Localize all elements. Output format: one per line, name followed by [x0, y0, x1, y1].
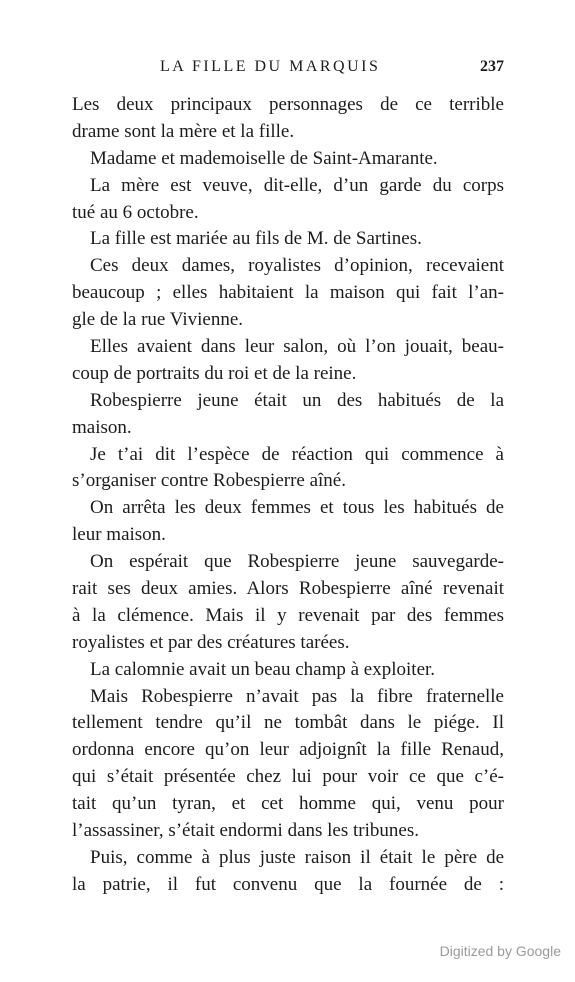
- digitized-watermark: Digitized by Google: [439, 943, 561, 959]
- text-line: drame sont la mère et la fille.: [72, 120, 295, 142]
- text-line: gle de la rue Vivienne.: [72, 309, 244, 331]
- text-line: à la clémence. Mais il y revenait par des femmes: [72, 604, 504, 626]
- text-line: qui s’était présentée chez lui pour voir ce que c’é-: [72, 766, 504, 788]
- text-line: s’organiser contre Robespierre aîné.: [72, 470, 346, 492]
- text-line: On espérait que Robespierre jeune sauvegarde-: [90, 551, 504, 573]
- text-line: tait qu’un tyran, et cet homme qui, venu pour: [72, 793, 504, 815]
- text-line: On arrêta les deux femmes et tous les habitués de: [90, 497, 504, 519]
- text-line: beaucoup ; elles habitaient la maison qui fait l’an-: [72, 282, 504, 304]
- text-line: tellement tendre qu’il ne tombât dans le piége. Il: [72, 712, 504, 734]
- text-line: Je t’ai dit l’espèce de réaction qui commence à: [90, 443, 504, 465]
- text-line: la patrie, il fut convenu que la fournée de :: [72, 873, 504, 895]
- text-line: l’assassiner, s’était endormi dans les tribunes.: [72, 820, 419, 842]
- text-line: Elles avaient dans leur salon, où l’on jouait, beau-: [90, 336, 504, 358]
- text-line: Madame et mademoiselle de Saint-Amarante.: [90, 147, 438, 169]
- text-line: rait ses deux amies. Alors Robespierre aîné revenait: [72, 578, 504, 600]
- text-line: Ces deux dames, royalistes d’opinion, recevaient: [90, 255, 504, 277]
- text-line: La mère est veuve, dit-elle, d’un garde du corps: [90, 174, 504, 196]
- running-title: LA FILLE DU MARQUIS: [160, 58, 381, 75]
- text-line: La fille est mariée au fils de M. de Sartines.: [90, 228, 422, 250]
- text-line: maison.: [72, 416, 132, 438]
- page-header: [72, 58, 504, 82]
- page-number: 237: [480, 58, 504, 75]
- text-line: Puis, comme à plus juste raison il était le père de: [90, 846, 504, 868]
- text-body: [72, 92, 504, 899]
- text-line: leur maison.: [72, 524, 166, 546]
- text-line: royalistes et par des créatures tarées.: [72, 631, 350, 653]
- text-line: Les deux principaux personnages de ce terrible: [72, 94, 504, 115]
- text-line: coup de portraits du roi et de la reine.: [72, 362, 357, 384]
- text-line: ordonna encore qu’on leur adjoignît la fille Renaud,: [72, 739, 504, 761]
- text-line: La calomnie avait un beau champ à exploiter.: [90, 658, 436, 680]
- text-line: tué au 6 octobre.: [72, 201, 199, 223]
- text-line: Mais Robespierre n’avait pas la fibre fraternelle: [90, 685, 504, 707]
- text-line: Robespierre jeune était un des habitués de la: [90, 389, 504, 411]
